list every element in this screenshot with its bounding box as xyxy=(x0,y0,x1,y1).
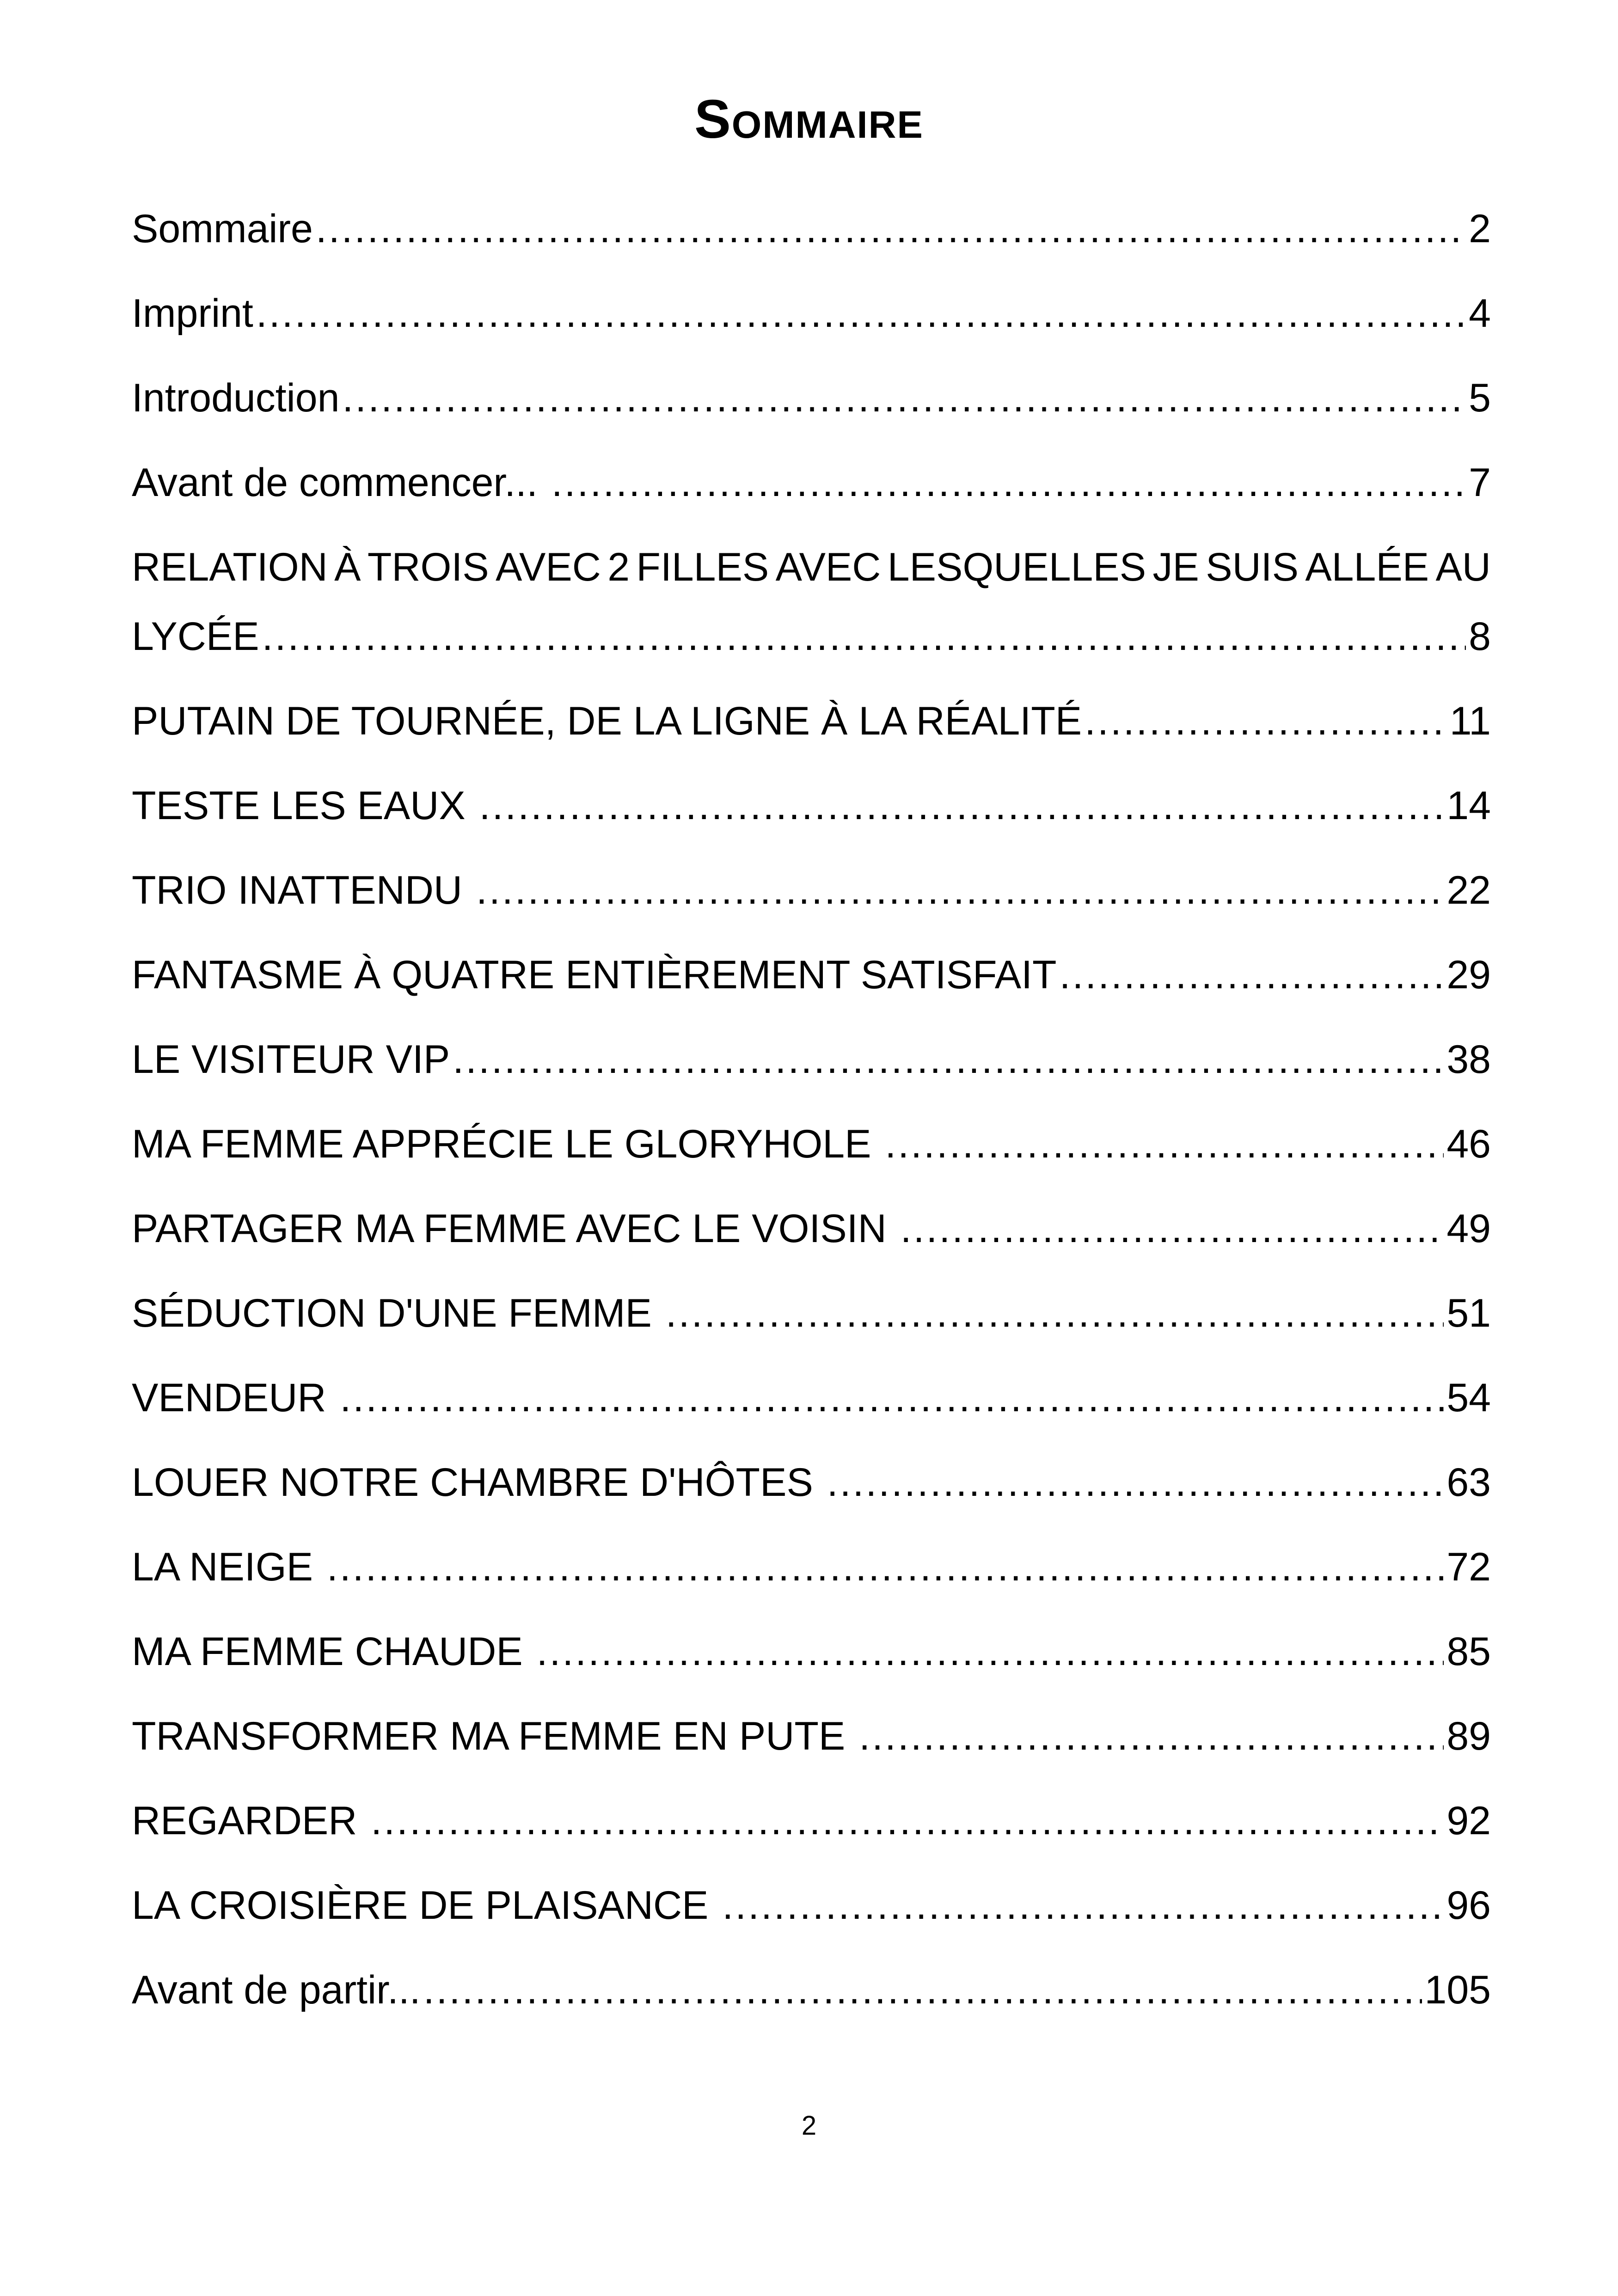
toc-entry-label: TRANSFORMER MA FEMME EN PUTE xyxy=(132,1714,857,1758)
toc-entry[interactable] xyxy=(132,686,1491,756)
toc-page-number: 51 xyxy=(1446,1291,1491,1335)
toc-entry-label: MA FEMME CHAUDE xyxy=(132,1629,534,1674)
toc-entry-label: PARTAGER MA FEMME AVEC LE VOISIN xyxy=(132,1206,898,1251)
toc-entry-label-line1 xyxy=(132,533,1491,602)
toc-dot-leader xyxy=(423,1955,1422,2025)
toc-entry-label: VENDEUR xyxy=(132,1376,337,1420)
toc-entry[interactable] xyxy=(132,363,1491,433)
toc-entry[interactable] xyxy=(132,940,1491,1010)
toc-entry[interactable] xyxy=(132,1702,1491,1771)
toc-dot-leader xyxy=(1085,686,1447,756)
toc-page-number: 14 xyxy=(1446,784,1491,828)
toc-dot-leader xyxy=(1060,940,1444,1010)
toc-word: JE xyxy=(1152,545,1199,589)
toc-word: 2 xyxy=(607,545,630,589)
toc-entry[interactable] xyxy=(132,1194,1491,1263)
toc-entry[interactable] xyxy=(132,1448,1491,1517)
toc-dot-leader xyxy=(859,1702,1444,1771)
toc-entry[interactable] xyxy=(132,1617,1491,1686)
toc-dot-leader xyxy=(371,1786,1444,1855)
toc-page-number: 89 xyxy=(1446,1714,1491,1758)
toc-page-number: 96 xyxy=(1446,1883,1491,1928)
toc-entry[interactable] xyxy=(132,1363,1491,1433)
toc-entry-label: REGARDER xyxy=(132,1799,368,1843)
toc-page-number: 22 xyxy=(1446,868,1491,912)
toc-entry[interactable] xyxy=(132,856,1491,925)
toc-entry-label: LA CROISIÈRE DE PLAISANCE xyxy=(132,1883,720,1928)
toc-dot-leader xyxy=(453,1025,1444,1094)
toc-entry-label: MA FEMME APPRÉCIE LE GLORYHOLE xyxy=(132,1122,883,1166)
toc-entry[interactable] xyxy=(132,1109,1491,1179)
toc-page-number: 92 xyxy=(1446,1799,1491,1843)
toc-dot-leader xyxy=(316,194,1466,263)
toc-page-number: 49 xyxy=(1446,1206,1491,1251)
toc-entry-label: TRIO INATTENDU xyxy=(132,868,473,912)
toc-entry[interactable] xyxy=(132,1871,1491,1940)
toc-entry-label: Avant de partir... xyxy=(132,1968,421,2012)
toc-word: LESQUELLES xyxy=(887,545,1146,589)
toc-entry-label: Avant de commencer... xyxy=(132,460,549,505)
toc-entry[interactable] xyxy=(132,279,1491,348)
toc-entry[interactable] xyxy=(132,1532,1491,1602)
toc-entry-label: LE VISITEUR VIP xyxy=(132,1037,450,1082)
toc-dot-leader xyxy=(537,1617,1444,1686)
page-title: Sommaire xyxy=(694,89,924,150)
toc-page-number: 2 xyxy=(1469,207,1491,251)
toc-dot-leader xyxy=(262,602,1466,671)
toc-entry-label: SÉDUCTION D'UNE FEMME xyxy=(132,1291,663,1335)
toc-page-number: 11 xyxy=(1449,699,1491,743)
toc-dot-leader xyxy=(342,363,1466,433)
toc-word: RELATION xyxy=(132,545,328,589)
toc-page-number: 7 xyxy=(1469,460,1491,505)
toc-entry[interactable] xyxy=(132,448,1491,517)
toc-page-number: 29 xyxy=(1446,953,1491,997)
toc-entry[interactable] xyxy=(132,533,1491,671)
toc-entry-label-line2 xyxy=(132,602,1491,671)
toc-entry-label: Imprint xyxy=(132,291,253,336)
toc-entry[interactable] xyxy=(132,1279,1491,1348)
toc-dot-leader xyxy=(256,279,1466,348)
toc-entry-label: Sommaire xyxy=(132,207,313,251)
toc-word: SUIS xyxy=(1206,545,1299,589)
toc-page-number: 4 xyxy=(1469,291,1491,336)
toc-entry[interactable] xyxy=(132,771,1491,840)
toc-dot-leader xyxy=(479,771,1444,840)
toc-page-number: 54 xyxy=(1446,1376,1491,1420)
toc-page-number: 72 xyxy=(1446,1545,1491,1589)
toc-entry[interactable] xyxy=(132,1786,1491,1855)
toc-entry-label: FANTASME À QUATRE ENTIÈREMENT SATISFAIT xyxy=(132,953,1057,997)
toc-word: ALLÉE xyxy=(1305,545,1429,589)
toc-dot-leader xyxy=(666,1279,1444,1348)
toc-word: À xyxy=(334,545,361,589)
toc-word: AVEC xyxy=(496,545,601,589)
toc-entry[interactable] xyxy=(132,1025,1491,1094)
toc-page-number: 38 xyxy=(1446,1037,1491,1082)
toc-entry-label: LA NEIGE xyxy=(132,1545,324,1589)
toc-page-number: 5 xyxy=(1469,376,1491,420)
table-of-contents xyxy=(132,194,1491,2040)
toc-entry-label: TESTE LES EAUX xyxy=(132,784,477,828)
toc-dot-leader xyxy=(885,1109,1444,1179)
page-number-footer: 2 xyxy=(801,2111,817,2141)
toc-dot-leader xyxy=(827,1448,1444,1517)
toc-dot-leader xyxy=(327,1532,1444,1602)
toc-page-number: 105 xyxy=(1424,1968,1491,2012)
toc-entry-label: LOUER NOTRE CHAMBRE D'HÔTES xyxy=(132,1460,824,1505)
toc-page-number: 46 xyxy=(1446,1122,1491,1166)
toc-page-number: 8 xyxy=(1469,614,1491,659)
toc-entry[interactable] xyxy=(132,194,1491,263)
toc-dot-leader xyxy=(340,1363,1444,1433)
toc-word: AVEC xyxy=(775,545,881,589)
toc-dot-leader xyxy=(476,856,1444,925)
toc-dot-leader xyxy=(901,1194,1444,1263)
toc-dot-leader xyxy=(552,448,1466,517)
toc-page-number: 63 xyxy=(1446,1460,1491,1505)
toc-entry-label: LYCÉE xyxy=(132,614,259,659)
toc-entry-label: PUTAIN DE TOURNÉE, DE LA LIGNE À LA RÉALITÉ xyxy=(132,699,1082,743)
toc-entry-label: Introduction xyxy=(132,376,340,420)
toc-word: TROIS xyxy=(367,545,489,589)
toc-dot-leader xyxy=(722,1871,1444,1940)
toc-word: AU xyxy=(1435,545,1491,589)
toc-entry[interactable] xyxy=(132,1955,1491,2025)
toc-page-number: 85 xyxy=(1446,1629,1491,1674)
toc-word: FILLES xyxy=(636,545,769,589)
